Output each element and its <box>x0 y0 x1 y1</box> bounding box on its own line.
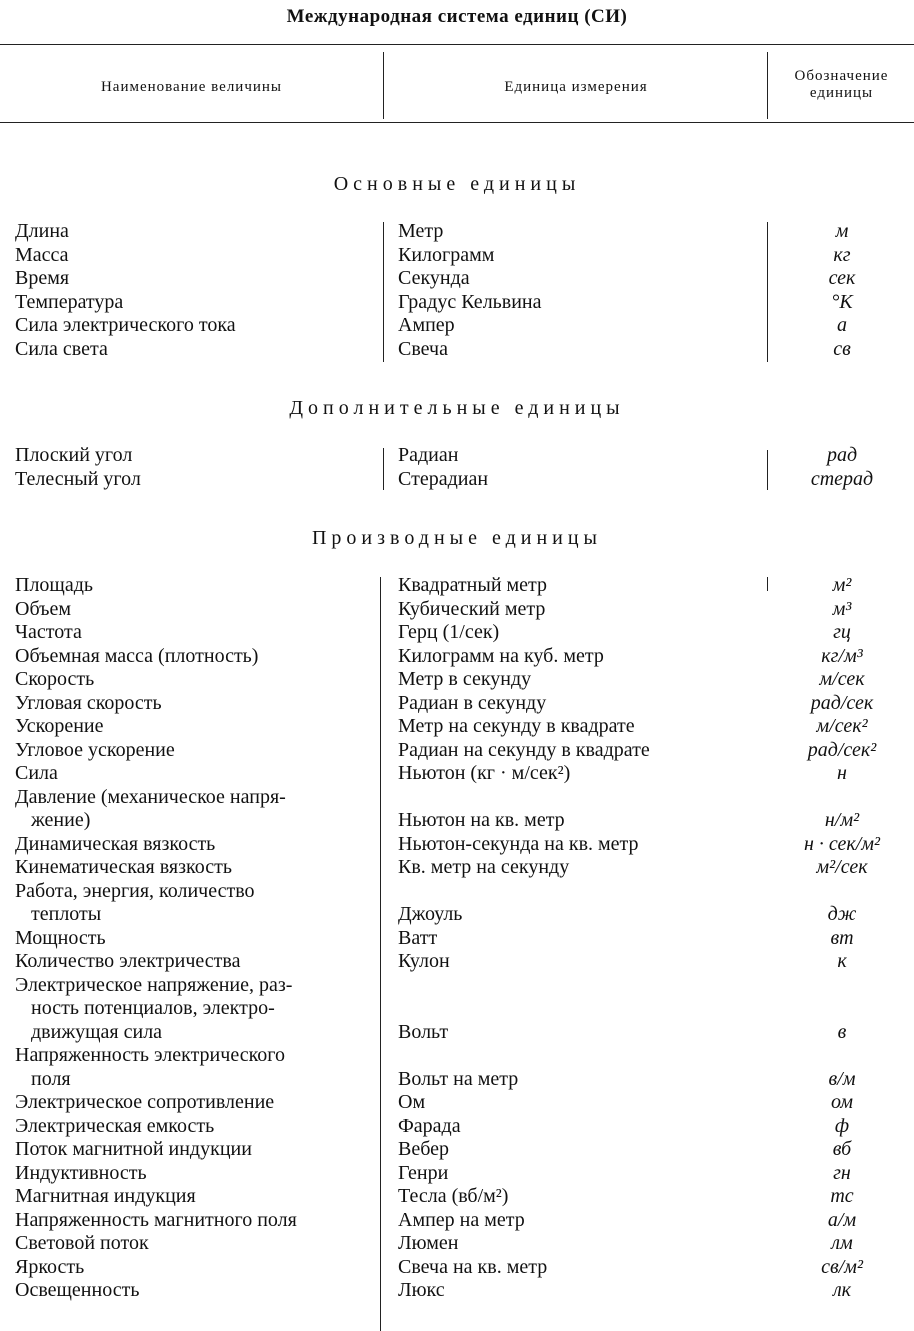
derived-divider-2 <box>767 577 768 591</box>
basic-divider-1 <box>383 222 384 362</box>
unit-name: Квадратный метр <box>398 574 548 596</box>
quantity-name-line: Напряженность электрического <box>15 1044 285 1066</box>
unit-symbol: м³ <box>832 597 852 620</box>
quantity-name: Телесный угол <box>15 467 141 490</box>
unit-name: Джоуль <box>398 903 463 925</box>
unit-name: Ом <box>398 1091 426 1113</box>
unit-symbol: н/м² <box>824 809 860 831</box>
quantity-name: Сила света <box>15 337 108 360</box>
unit-symbol: гц <box>833 621 851 643</box>
unit-symbol: сек <box>828 267 856 289</box>
quantity-name: Угловая скорость <box>15 691 162 714</box>
quantity-name-line: Электрическое напряжение, раз- <box>15 973 293 996</box>
quantity-name: Площадь <box>15 574 93 596</box>
unit-symbol: дж <box>827 903 857 925</box>
quantity-name: Сила электрического тока <box>15 314 236 336</box>
basic-divider-2 <box>767 222 768 362</box>
unit-name: Радиан на секунду в квадрате <box>398 738 650 761</box>
unit-symbol: в <box>837 1020 847 1043</box>
unit-symbol: св/м² <box>821 1255 863 1278</box>
quantity-name: Яркость <box>15 1255 85 1278</box>
quantity-name: Электрическая емкость <box>15 1114 215 1137</box>
unit-name: Кв. метр на секунду <box>398 856 570 878</box>
quantity-name: Ускорение <box>15 715 104 737</box>
quantity-name: Объемная масса (плотность) <box>15 644 259 667</box>
quantity-name: Время <box>15 267 70 289</box>
unit-name: Метр на секунду в квадрате <box>398 715 635 737</box>
section-derived-units: Производные единицы <box>311 527 602 549</box>
header-top-rule <box>0 44 914 45</box>
unit-symbol: ф <box>834 1114 850 1137</box>
quantity-name: Динамическая вязкость <box>15 832 216 855</box>
unit-symbol: гн <box>833 1161 851 1184</box>
unit-name: Тесла (вб/м²) <box>398 1185 509 1207</box>
unit-name: Метр <box>398 220 444 242</box>
unit-name: Метр в секунду <box>398 668 532 690</box>
quantity-name: Масса <box>15 243 69 266</box>
quantity-name: Напряженность магнитного поля <box>15 1208 297 1231</box>
quantity-name: Световой поток <box>15 1232 149 1254</box>
unit-symbol: рад/сек <box>810 691 874 714</box>
quantity-name: Длина <box>15 220 69 242</box>
additional-divider-1 <box>383 448 384 490</box>
unit-name: Стерадиан <box>398 467 489 490</box>
header-bottom-rule <box>0 122 914 123</box>
additional-divider-2 <box>767 450 768 490</box>
table-title: Международная система единиц (СИ) <box>286 6 628 27</box>
unit-name: Градус Кельвина <box>398 290 542 313</box>
quantity-name: Температура <box>15 290 124 313</box>
quantity-name-line: теплоты <box>31 903 102 925</box>
quantity-name-line: жение) <box>31 809 91 831</box>
header-symbol-line2: единицы <box>809 85 874 101</box>
unit-symbol: лк <box>832 1279 852 1301</box>
header-symbol <box>769 68 914 102</box>
unit-name: Ньютон (кг · м/сек²) <box>398 762 571 784</box>
quantity-name: Частота <box>15 621 82 643</box>
unit-name: Ньютон-секунда на кв. метр <box>398 832 639 855</box>
quantity-name: Угловое ускорение <box>15 738 175 761</box>
section-additional-units: Дополнительные единицы <box>289 397 625 419</box>
quantity-name-line: Давление (механическое напря- <box>15 785 286 808</box>
header-divider-1 <box>383 52 384 119</box>
quantity-name <box>15 880 367 927</box>
header-divider-2 <box>767 52 768 119</box>
quantity-name: Магнитная индукция <box>15 1185 196 1207</box>
header-symbol-line1: Обозначение <box>794 68 889 84</box>
unit-symbol: м²/сек <box>816 856 868 878</box>
unit-symbol: м <box>835 220 849 242</box>
unit-symbol: а <box>837 314 847 336</box>
derived-divider-1 <box>380 577 381 1331</box>
unit-symbol: рад <box>826 444 858 466</box>
unit-symbol: н <box>837 762 847 784</box>
unit-symbol: °К <box>831 290 853 313</box>
quantity-name <box>15 786 367 833</box>
unit-name: Герц (1/сек) <box>398 621 500 643</box>
unit-symbol: ом <box>830 1091 853 1113</box>
quantity-name: Поток магнитной индукции <box>15 1138 252 1160</box>
quantity-name: Количество электричества <box>15 950 241 972</box>
quantity-name <box>15 1044 367 1091</box>
unit-name: Вебер <box>398 1138 450 1160</box>
quantity-name-line: поля <box>31 1067 71 1090</box>
unit-symbol: кг/м³ <box>821 644 863 667</box>
unit-symbol: вт <box>830 926 854 949</box>
unit-name: Люмен <box>398 1232 459 1254</box>
quantity-name: Мощность <box>15 926 106 949</box>
unit-symbol: лм <box>831 1232 853 1254</box>
unit-symbol: м/сек² <box>816 715 868 737</box>
unit-name: Радиан <box>398 444 459 466</box>
unit-symbol: к <box>837 950 847 972</box>
unit-name: Ньютон на кв. метр <box>398 809 565 831</box>
unit-name: Ампер <box>398 314 455 336</box>
unit-name: Фарада <box>398 1114 461 1137</box>
quantity-name: Плоский угол <box>15 444 133 466</box>
unit-symbol: стерад <box>810 467 874 490</box>
quantity-name-line: ность потенциалов, электро- <box>31 997 275 1019</box>
unit-name: Кубический метр <box>398 597 546 620</box>
quantity-name: Скорость <box>15 668 95 690</box>
unit-symbol: вб <box>832 1138 852 1160</box>
section-basic-units: Основные единицы <box>333 173 581 195</box>
unit-name: Свеча на кв. метр <box>398 1255 548 1278</box>
unit-symbol: тс <box>830 1185 854 1207</box>
header-unit: Единица измерения <box>504 79 648 95</box>
unit-symbol: рад/сек² <box>807 738 877 761</box>
unit-name: Вольт <box>398 1020 449 1043</box>
quantity-name: Кинематическая вязкость <box>15 856 232 878</box>
quantity-name: Индуктивность <box>15 1161 147 1184</box>
unit-symbol: в/м <box>828 1067 856 1090</box>
quantity-name-line: Работа, энергия, количество <box>15 879 255 902</box>
unit-name: Килограмм <box>398 243 495 266</box>
unit-name: Секунда <box>398 267 470 289</box>
unit-symbol: м² <box>832 574 852 596</box>
quantity-name <box>15 974 367 1045</box>
header-quantity-name: Наименование величины <box>100 79 283 95</box>
quantity-name: Освещенность <box>15 1279 140 1301</box>
unit-symbol: м/сек <box>819 668 865 690</box>
unit-symbol: а/м <box>827 1208 857 1231</box>
unit-name: Килограмм на куб. метр <box>398 644 604 667</box>
unit-name: Ампер на метр <box>398 1208 525 1231</box>
unit-name: Вольт на метр <box>398 1067 519 1090</box>
unit-name: Свеча <box>398 337 448 360</box>
quantity-name-line: движущая сила <box>31 1020 163 1043</box>
quantity-name: Сила <box>15 762 58 784</box>
unit-symbol: кг <box>833 243 851 266</box>
unit-name: Ватт <box>398 926 438 949</box>
unit-name: Кулон <box>398 950 450 972</box>
quantity-name: Электрическое сопротивление <box>15 1091 275 1113</box>
unit-symbol: св <box>833 337 851 360</box>
unit-name: Люкс <box>398 1279 445 1301</box>
unit-name: Генри <box>398 1161 449 1184</box>
quantity-name: Объем <box>15 597 71 620</box>
unit-symbol: н · сек/м² <box>803 832 881 855</box>
unit-name: Радиан в секунду <box>398 691 547 714</box>
